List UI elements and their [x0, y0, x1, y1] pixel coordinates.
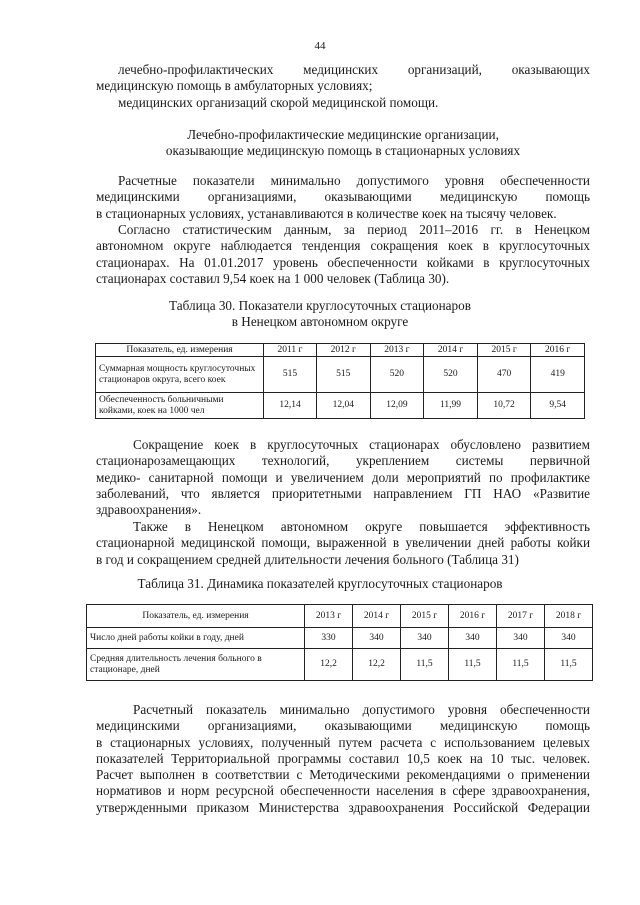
paragraph-3-line-3: медико- санитарной помощи и увеличением доли мероприятий по профилактике: [96, 469, 590, 485]
table-31-header-cell: Показатель, ед. измерения: [87, 605, 305, 628]
table-cell: 12,2: [305, 649, 353, 681]
paragraph-2: [96, 222, 590, 287]
table-30-header-cell: 2013 г: [370, 344, 424, 357]
paragraph-1-line-3: в стационарных условиях, устанавливаются в количестве коек на тысячу человек.: [96, 205, 557, 221]
table-cell: 340: [497, 628, 545, 649]
table-30-header-cell: 2014 г: [424, 344, 478, 357]
table-31-header-cell: 2018 г: [545, 605, 593, 628]
paragraph-3-line-4: заболеваний, что является приоритетными направлением ГП НАО «Развитие: [96, 485, 590, 501]
intro-list: [96, 62, 590, 111]
table-row: [87, 649, 593, 681]
paragraph-2-line-2: автономном округе наблюдается тенденция сокращения коек в круглосуточных: [96, 238, 590, 254]
table-cell: 12,2: [353, 649, 401, 681]
table-31-caption: [60, 576, 580, 592]
paragraph-3-line-1: Сокращение коек в круглосуточных стационарах обусловлено развитием: [133, 437, 590, 452]
paragraph-4: [96, 519, 590, 568]
table-cell: 11,5: [545, 649, 593, 681]
intro-line-3: медицинских организаций скорой медицинской помощи.: [118, 94, 439, 110]
table-31-row-label: Число дней работы койки в году, дней: [87, 628, 305, 649]
paragraph-1-line-2: медицинскими организациями, оказывающими медицинскую помощь: [96, 189, 590, 205]
paragraph-2-line-3: стационарах. На 01.01.2017 уровень обеспеченности койками в круглосуточных: [96, 254, 590, 270]
table-cell: 11,99: [424, 393, 478, 419]
paragraph-3-line-2: стационарозамещающих технологий, укреплением системы первичной: [96, 453, 590, 469]
table-30: [95, 343, 585, 419]
table-cell: 340: [401, 628, 449, 649]
table-30-caption-line-2: в Ненецком автономном округе: [231, 314, 409, 330]
paragraph-2-line-1: Согласно статистическим данным, за период 2011–2016 гг. в Ненецком: [118, 222, 590, 237]
table-cell: 9,54: [531, 393, 585, 419]
table-31-header-cell: 2017 г: [497, 605, 545, 628]
table-30-header-row: [96, 344, 585, 357]
paragraph-5-line-4: показателей Территориальной программы составил 10,5 коек на 10 тыс. человек.: [96, 750, 590, 766]
table-row: [96, 357, 585, 393]
table-cell: 470: [477, 357, 531, 393]
table-cell: 10,72: [477, 393, 531, 419]
table-30-header-cell: Показатель, ед. измерения: [96, 344, 264, 357]
intro-line-2: медицинскую помощь в амбулаторных условиях;: [96, 78, 373, 94]
paragraph-5-line-3: в стационарных условиях, полученный путем расчета с использованием целевых: [96, 734, 590, 750]
table-cell: 12,04: [317, 393, 371, 419]
table-row: [87, 628, 593, 649]
table-31-header-row: [87, 605, 593, 628]
table-31-header-cell: 2014 г: [353, 605, 401, 628]
table-31: [86, 604, 593, 681]
table-cell: 520: [370, 357, 424, 393]
paragraph-5-line-5: Расчет выполнен в соответствии с Методическими рекомендациями о применении: [96, 767, 590, 783]
table-cell: 12,09: [370, 393, 424, 419]
table-cell: 11,5: [401, 649, 449, 681]
table-cell: 515: [317, 357, 371, 393]
table-30-row-label: Обеспеченность больничными койками, коек на 1000 чел: [96, 393, 264, 419]
paragraph-5-line-2: медицинскими организациями, оказывающими медицинскую помощь: [96, 718, 590, 734]
table-cell: 419: [531, 357, 585, 393]
paragraph-3-line-5: здравоохранения».: [96, 502, 202, 518]
table-cell: 520: [424, 357, 478, 393]
paragraph-4-line-3: в год и сокращением средней длительности лечения больного (Таблица 31): [96, 551, 519, 567]
table-cell: 11,5: [497, 649, 545, 681]
table-row: [96, 393, 585, 419]
table-30-header-cell: 2012 г: [317, 344, 371, 357]
paragraph-3: [96, 437, 590, 518]
section-heading-line-1: Лечебно-профилактические медицинские организации,: [187, 127, 499, 142]
table-cell: 515: [264, 357, 317, 393]
paragraph-1: [96, 173, 590, 222]
table-30-row-label: Суммарная мощность круглосуточных стационаров округа, всего коек: [96, 357, 264, 393]
table-30-header-cell: 2011 г: [264, 344, 317, 357]
paragraph-4-line-2: стационарной медицинской помощи, выраженной в увеличении дней работы койки: [96, 535, 590, 551]
page-number: 44: [314, 40, 326, 52]
table-31-header-cell: 2013 г: [305, 605, 353, 628]
table-cell: 330: [305, 628, 353, 649]
paragraph-5: [96, 702, 590, 816]
table-31-header-cell: 2015 г: [401, 605, 449, 628]
table-30-caption: [60, 298, 580, 331]
table-31-row-label: Средняя длительность лечения больного в стационаре, дней: [87, 649, 305, 681]
paragraph-4-line-1: Также в Ненецком автономном округе повышается эффективность: [133, 519, 590, 534]
paragraph-1-line-1: Расчетные показатели минимально допустимого уровня обеспеченности: [118, 173, 590, 188]
table-cell: 11,5: [449, 649, 497, 681]
paragraph-5-line-6: нормативов и норм ресурсной обеспеченности населения в сфере здравоохранения,: [96, 783, 590, 799]
table-cell: 12,14: [264, 393, 317, 419]
table-cell: 340: [545, 628, 593, 649]
table-30-header-cell: 2015 г: [477, 344, 531, 357]
table-31-header-cell: 2016 г: [449, 605, 497, 628]
table-cell: 340: [449, 628, 497, 649]
table-31-caption-text: Таблица 31. Динамика показателей круглосуточных стационаров: [137, 576, 503, 591]
paragraph-2-line-4: стационарах составил 9,54 коек на 1 000 человек (Таблица 30).: [96, 270, 450, 286]
intro-line-1: лечебно-профилактических медицинских организаций, оказывающих: [118, 62, 590, 77]
paragraph-5-line-1: Расчетный показатель минимально допустимого уровня обеспеченности: [133, 702, 590, 717]
section-heading: [96, 127, 590, 160]
table-cell: 340: [353, 628, 401, 649]
table-30-caption-line-1: Таблица 30. Показатели круглосуточных стационаров: [169, 298, 471, 313]
table-30-header-cell: 2016 г: [531, 344, 585, 357]
section-heading-line-2: оказывающие медицинскую помощь в стационарных условиях: [165, 143, 521, 159]
paragraph-5-line-7: утвержденными приказом Министерства здравоохранения Российской Федерации: [96, 799, 590, 815]
